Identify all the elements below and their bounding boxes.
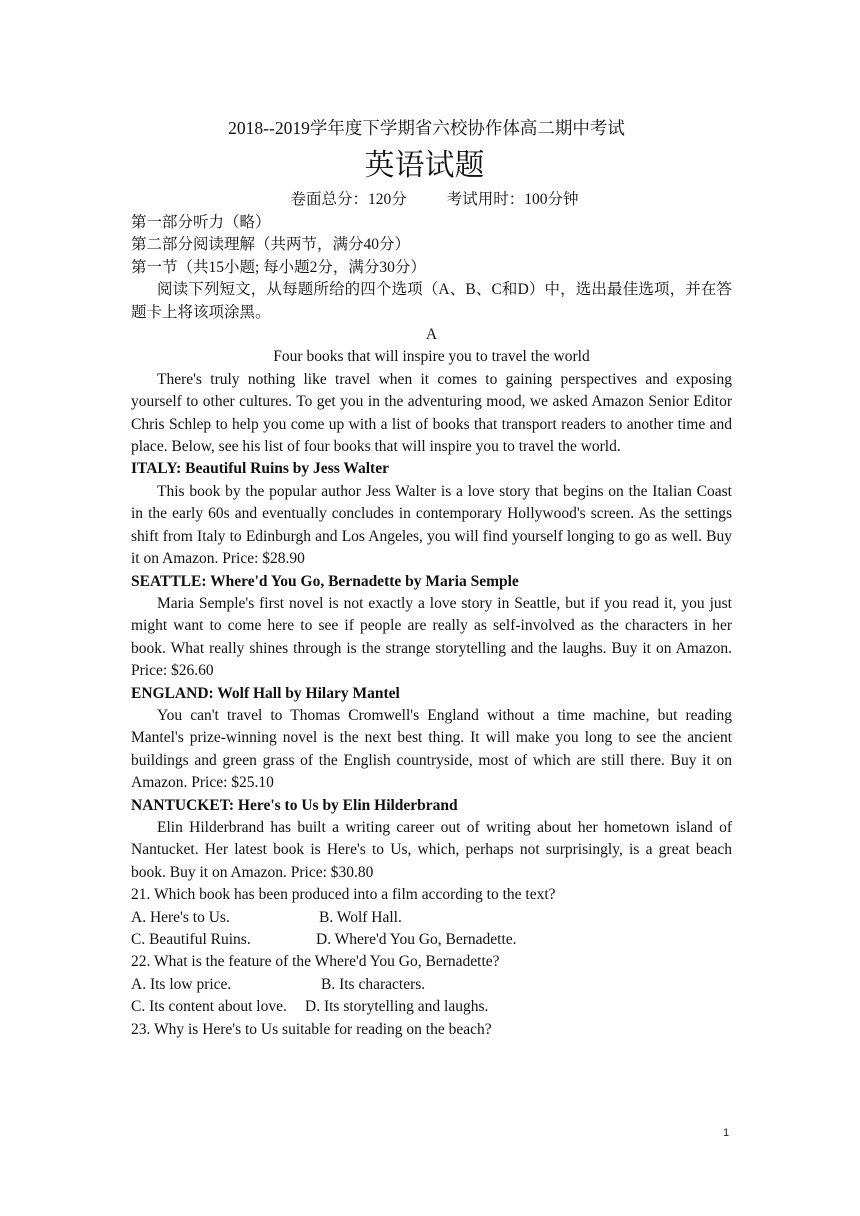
part2-heading: 第二部分阅读理解（共两节，满分40分） [131,236,411,254]
book-text-nantucket: Elin Hilderbrand has built a writing career out of writing about her hometown island of Nantucket. Her latest book is Here's to Us, which, perhaps not surprisingly, is a great beach book. Buy it on Amazon. Price: $30.80 [131,818,732,881]
question-22-options-row2 [131,996,732,1018]
question-21-options-row2 [131,929,732,951]
book-heading-italy: ITALY: Beautiful Ruins by Jess Walter [131,460,389,478]
exam-title: 2018--2019学年度下学期省六校协作体高二期中考试 [228,118,625,138]
question-22-option-b: B. Its characters. [321,975,426,993]
question-21-options-row1 [131,907,732,929]
book-heading-nantucket: NANTUCKET: Here's to Us by Elin Hilderbrand [131,796,458,814]
subject-title: 英语试题 [364,149,485,182]
question-22-options-row1 [131,974,732,996]
question-21-option-a: A. Here's to Us. [131,908,230,926]
question-21-stem: 21. Which book has been produced into a film according to the text? [131,886,556,904]
passage-letter: A [425,326,438,344]
page-content [131,116,732,1041]
question-21-option-c: C. Beautiful Ruins. [131,931,251,948]
question-22-option-d: D. Its storytelling and laughs. [305,998,489,1016]
passage-title: Four books that will inspire you to travel the world [273,348,590,366]
exam-time: 考试用时：100分钟 [446,191,579,208]
exam-meta [137,188,732,212]
question-22-option-a: A. Its low price. [131,975,232,993]
question-22-stem: 22. What is the feature of the Where'd You Go, Bernadette? [131,953,500,971]
total-score: 卷面总分：120分 [290,191,407,208]
section1-heading: 第一节（共15小题; 每小题2分，满分30分） [131,258,426,276]
book-heading-england: ENGLAND: Wolf Hall by Hilary Mantel [131,684,400,702]
question-23-stem: 23. Why is Here's to Us suitable for reading on the beach? [131,1020,492,1038]
question-21-option-b: B. Wolf Hall. [319,908,402,926]
book-text-seattle: Maria Semple's first novel is not exactly a love story in Seattle, but if you read it, you just might want to come here to see if people are really as self-involved as the characters in her book. What really shines through is the strange storytelling and the laughs. Buy it on Amazon. Price: $26.60 [131,594,732,680]
passage-intro: There's truly nothing like travel when it comes to gaining perspectives and exposing yourself to other cultures. To get you in the adventuring mood, we asked Amazon Senior Editor Chris Schlep to help you come up with a list of books that transport readers to another time and place. Below, see his list of four books that will inspire you to travel the world. [131,370,732,456]
part1-heading: 第一部分听力（略） [131,214,271,231]
page-number: 1 [723,1127,730,1139]
book-text-italy: This book by the popular author Jess Walter is a love story that begins on the Italian Coast in the early 60s and eventually concludes in contemporary Hollywood's screen. As the settings shift from Italy to Edinburgh and Los Angeles, you will find yourself longing to go as well. Buy it on Amazon. Price: $28.90 [131,482,732,568]
book-text-england: You can't travel to Thomas Cromwell's England without a time machine, but reading Mantel's prize-winning novel is the next best thing. It will make you long to see the ancient buildings and green grass of the English countryside, most of which are still there. Buy it on Amazon. Price: $25.10 [131,706,732,792]
instruction-text: 阅读下列短文，从每题所给的四个选项（A、B、C和D）中，选出最佳选项，并在答题卡上将该项涂黑。 [131,281,732,321]
question-22-option-c: C. Its content about love. [131,998,287,1016]
question-21-option-d: D. Where'd You Go, Bernadette. [316,931,517,948]
book-heading-seattle: SEATTLE: Where'd You Go, Bernadette by Maria Semple [131,572,519,590]
